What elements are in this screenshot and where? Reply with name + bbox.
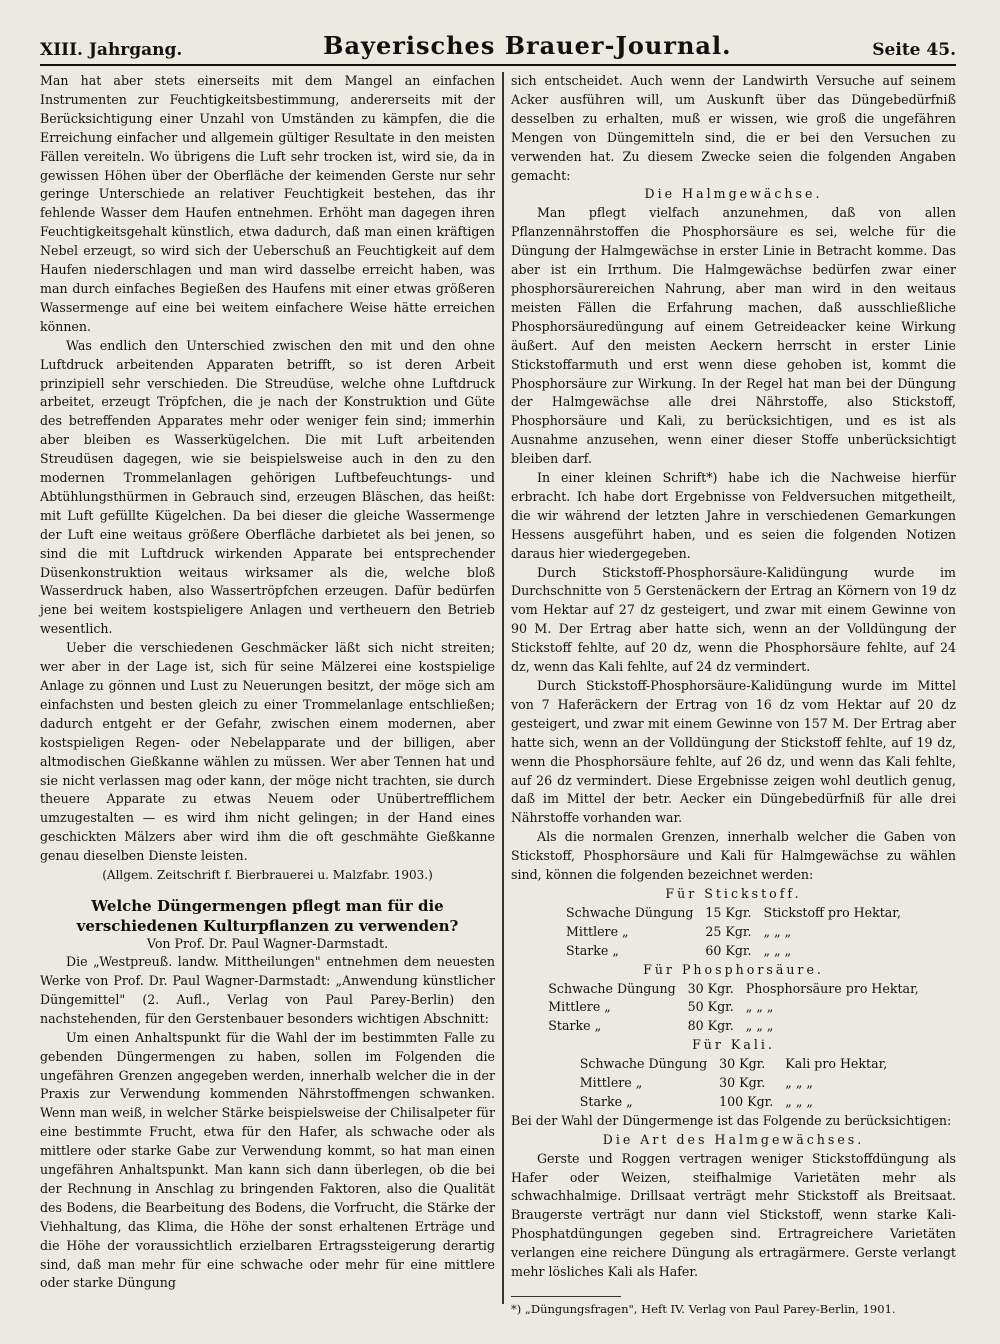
paragraph: Durch Stickstoff-Phosphorsäure-Kalidüngung wurde im Mittel von 7 Haferäckern der Ertrag von 16 dz vom Hektar auf 20 dz gesteigert, und zwar mit einem Gewinne von 157 M. Der Ertrag aber hatte sich, wenn an der Volldüngung der Stickstoff fehlte, auf 19 dz, wenn die Phosphorsäure fehlte, auf 26 dz, und wenn das Kali fehlte, auf 26 dz vermindert. Diese Ergebnisse zeigen wohl deutlich genug, daß im Mittel der betr. Aecker ein Düngebedürfniß für alle drei Nährstoffe vorhanden war.: [511, 678, 956, 826]
rate-label: Mittlere „: [566, 923, 629, 939]
paragraph: Bei der Wahl der Düngermenge ist das Folgende zu berücksichtigen:: [511, 1112, 952, 1128]
table-row: [560, 923, 907, 942]
rate-amount: 15 Kgr.: [705, 904, 752, 920]
paragraph: Was endlich den Unterschied zwischen den mit und den ohne Luftdruck arbeitenden Apparaten betrifft, so ist deren Arbeit prinzipiell sehr verschieden. Die Streudüse, welche ohne Luftdruck arbeitet, erzeugt Tröpfchen, die je nach der Konstruktion und Güte des betreffenden Apparates mehr oder weniger fein sind; immerhin aber bleiben es Wasserkügelchen. Die mit Luft arbeitenden Streudüsen dagegen, wie sie beispielsweise auch in den zu den modernen Trommelanlagen gehörigen Luftbefeuchtungs- und Abtühlungsthürmen in Gebrauch sind, erzeugen Bläschen, das heißt: mit Luft gefüllte Kügelchen. Da bei dieser die gleiche Wassermenge der Luft eine weitaus größere Oberfläche darbietet als bei jenen, so sind die mit Luftdruck wirkenden Apparate bei entsprechender Düsenkonstruktion weitaus wirksamer als die, welche bloß Wasserdruck haben, also Wassertröpfchen erzeugen. Dafür bedürfen jene bei weitem kostspieligere Anlagen und vertheuern den Betrieb wesentlich.: [40, 337, 495, 637]
rate-label: Schwache Düngung: [579, 1056, 708, 1072]
paragraph: sich entscheidet. Auch wenn der Landwirth Versuche auf seinem Acker ausführen will, um Auskunft über das Düngebedürfniß desselben zu erhalten, muß er wissen, wie groß die ungefähren Mengen von Düngemitteln sind, die er bei den Versuchen zu verwenden hat. Zu diesem Zwecke seien die folgenden Angaben gemacht:: [511, 73, 956, 183]
rate-amount: 25 Kgr.: [705, 923, 752, 939]
paragraph: Ueber die verschiedenen Geschmäcker läßt sich nicht streiten; wer aber in der Lage ist, sich für seine Mälzerei eine kostspielige Anlage zu gönnen und Lust zu Neuerungen besitzt, der möge sich am einfachsten und besten gleich zu einer Trommelanlage entschließen; dadurch entgeht er der Gefahr, zwischen einem modernen, aber kostspieligen Regen- oder Nebelapparate und der billigen, aber altmodischen Gießkanne wählen zu müssen. Wer aber Tennen hat und sie nicht verlassen mag oder kann, der möge nicht trachten, sie durch theuere Apparate zu etwas Neuem oder Unübertrefflichem umzugestalten — es wird ihm nicht gelingen; in der Hand eines geschickten Mälzers aber wird ihm die oft geschmähte Gießkanne genau dieselben Dienste leisten.: [40, 640, 495, 864]
footnote: *) „Düngungsfragen", Heft IV. Verlag von Paul Parey-Berlin, 1901.: [511, 1302, 896, 1316]
source-citation: (Allgem. Zeitschrift f. Bierbrauerei u. Malzfabr. 1903.): [102, 868, 433, 883]
table-row: [560, 904, 907, 923]
table-row: [574, 1055, 893, 1074]
rate-amount: 30 Kgr.: [719, 1056, 766, 1072]
rate-amount: 50 Kgr.: [687, 999, 734, 1015]
rate-label: Schwache Düngung: [566, 904, 694, 920]
table-row: [574, 1074, 893, 1093]
paragraph: Man hat aber stets einerseits mit dem Mangel an einfachen Instrumenten zur Feuchtigkeitsbestimmung, andererseits mit der Berücksichtigung einer Unzahl von Umständen zu kämpfen, die die Erreichung einfacher und allgemein gültiger Resultate in den meisten Fällen vereiteln. Wo übrigens die Luft sehr trocken ist, wird sie, da in gewissen Höhen über der Oberfläche der keimenden Gerste nur sehr geringe Unterschiede an relativer Feuchtigkeit bestehen, das ihr fehlende Wasser dem Haufen entnehmen. Erhöht man dagegen ihren Feuchtigkeitsgehalt künstlich, etwa dadurch, daß man einen kräftigen Nebel erzeugt, so wird sich der Ueberschuß an Feuchtigkeit auf dem Haufen niederschlagen und man wird dasselbe erreicht haben, was man durch einfaches Begießen des Haufens mit einer etwas größeren Wassermenge auf eine bei weitem einfachere Weise hätte erreichen können.: [40, 73, 495, 334]
rate-heading: Für Stickstoff.: [665, 885, 802, 901]
rate-table: [542, 980, 924, 1037]
rate-amount: 60 Kgr.: [705, 942, 752, 958]
rate-unit: „ „ „: [763, 942, 792, 958]
paragraph: Gerste und Roggen vertragen weniger Stickstoffdüngung als Hafer oder Weizen, steifhalmige Varietäten mehr als schwachhalmige. Drillsaat verträgt mehr Stickstoff als Breitsaat. Braugerste verträgt nur dann viel Stickstoff, wenn starke Kali-Phosphatdüngungen gegeben sind. Ertragreichere Varietäten verlangen eine reichere Düngung als ertragärmere. Gerste verlangt mehr lösliches Kali als Hafer.: [511, 1150, 956, 1280]
rate-amount: 30 Kgr.: [719, 1075, 766, 1091]
paragraph: Als die normalen Grenzen, innerhalb welcher die Gaben von Stickstoff, Phosphorsäure und Kali für Halmgewächse zu wählen sind, können die folgenden bezeichnet werden:: [511, 829, 956, 883]
page-number: Seite 45.: [872, 40, 956, 60]
table-row: [542, 980, 924, 999]
journal-title: Bayerisches Brauer-Journal.: [323, 31, 732, 60]
fertilizer-rates: [511, 885, 956, 1112]
page-header: [40, 26, 956, 66]
rate-unit: „ „ „: [745, 1018, 774, 1034]
table-row: [574, 1093, 893, 1112]
rate-unit: „ „ „: [745, 999, 774, 1015]
table-row: [560, 942, 907, 961]
rate-unit: Kali pro Hektar,: [785, 1056, 888, 1072]
left-column: [40, 72, 495, 1304]
section-heading: Die Halmgewächse.: [644, 186, 823, 202]
rate-amount: 100 Kgr.: [719, 1093, 774, 1109]
rate-unit: „ „ „: [763, 923, 792, 939]
rate-amount: 80 Kgr.: [687, 1018, 734, 1034]
section-heading: Die Art des Halmgewächses.: [602, 1131, 865, 1147]
paragraph: Die „Westpreuß. landw. Mittheilungen" entnehmen dem neuesten Werke von Prof. Dr. Paul Wagner-Darmstadt: „Anwendung künstlicher Düngemittel" (2. Aufl., Verlag von Paul Parey-Berlin) den nachstehenden, für den Gerstenbauer besonders wichtigen Abschnitt:: [40, 954, 495, 1026]
table-row: [542, 998, 924, 1017]
rate-table: [574, 1055, 893, 1112]
rate-table: [560, 904, 907, 961]
rate-label: Mittlere „: [548, 999, 611, 1015]
right-column: [511, 72, 956, 1316]
volume-label: XIII. Jahrgang.: [40, 40, 183, 60]
rate-unit: „ „ „: [785, 1093, 813, 1109]
article-title: Welche Düngermengen pflegt man für die verschiedenen Kulturpflanzen zu verwenden?: [76, 897, 459, 936]
paragraph: In einer kleinen Schrift*) habe ich die Nachweise hierfür erbracht. Ich habe dort Ergebnisse von Feldversuchen mitgetheilt, die wir während der letzten Jahre in verschiedenen Gemarkungen Hessens ausgeführt haben, und es seien die folgenden Notizen daraus hier wiedergegeben.: [511, 470, 956, 561]
rate-label: Schwache Düngung: [548, 980, 676, 996]
text-columns: [40, 72, 956, 1316]
rate-heading: Für Phosphorsäure.: [643, 961, 824, 977]
table-row: [542, 1017, 924, 1036]
column-divider: [502, 72, 504, 1304]
rate-label: Starke „: [579, 1093, 633, 1109]
paragraph: Um einen Anhaltspunkt für die Wahl der im bestimmten Falle zu gebenden Düngermengen zu haben, sollen im Folgenden die ungefähren Grenzen angegeben werden, innerhalb welcher die in der Praxis zur Verwendung kommenden Nährstoffmengen schwanken. Wenn man weiß, in welcher Stärke beispielsweise der Chilisalpeter für eine bestimmte Frucht, etwa für den Hafer, als schwache oder als mittlere oder starke Gabe zur Verwendung kommt, so hat man einen ungefähren Anhaltspunkt. Man kann sich dann überlegen, ob die bei der Rechnung in Anschlag zu bringenden Faktoren, also die Qualität des Bodens, die Bearbeitung des Bodens, die Vorfrucht, die Stärke der Viehhaltung, das Klima, die Höhe der sonst erhaltenen Erträge und die Höhe der voraussichtlich erzielbaren Ertragssteigerung derartig sind, daß man mehr für eine schwache oder mehr für eine mittlere oder starke Düngung: [40, 1029, 495, 1291]
rate-label: Starke „: [566, 942, 619, 958]
rate-unit: Stickstoff pro Hektar,: [763, 904, 901, 920]
rate-unit: „ „ „: [785, 1075, 813, 1091]
rate-amount: 30 Kgr.: [687, 980, 734, 996]
footnote-divider: [511, 1296, 621, 1297]
rate-label: Starke „: [548, 1018, 602, 1034]
rate-unit: Phosphorsäure pro Hektar,: [745, 980, 919, 996]
paragraph: Man pflegt vielfach anzunehmen, daß von allen Pflanzennährstoffen die Phosphorsäure es sei, welche für die Düngung der Halmgewächse in erster Linie in Betracht komme. Das aber ist ein Irrthum. Die Halmgewächse bedürfen zwar einer phosphorsäurereichen Nahrung, aber man wird in den weitaus meisten Fällen die Erfahrung machen, daß ausschließliche Phosphorsäuredüngung auf einem Getreideacker keine Wirkung äußert. Auf den meisten Aeckern herrscht in erster Linie Stickstoffarmuth und erst wenn diese gehoben ist, kommt die Phosphorsäure zur Wirkung. In der Regel hat man bei der Düngung der Halmgewächse alle drei Nährstoffe, also Stickstoff, Phosphorsäure und Kali, zu berücksichtigen, und es ist als Ausnahme anzusehen, wenn einer dieser Stoffe unberücksichtigt bleiben darf.: [511, 205, 956, 467]
rate-heading: Für Kali.: [692, 1037, 775, 1053]
rate-label: Mittlere „: [579, 1075, 643, 1091]
paragraph: Durch Stickstoff-Phosphorsäure-Kalidüngung wurde im Durchschnitte von 5 Gerstenäckern der Ertrag an Körnern von 19 dz vom Hektar auf 27 dz gesteigert, und zwar mit einem Gewinne von 90 M. Der Ertrag aber hatte sich, wenn an der Volldüngung der Stickstoff fehlte, auf 20 dz, wenn die Phosphorsäure fehlte, auf 24 dz, wenn das Kali fehlte, auf 24 dz vermindert.: [511, 564, 956, 675]
article-author: Von Prof. Dr. Paul Wagner-Darmstadt.: [146, 936, 389, 952]
